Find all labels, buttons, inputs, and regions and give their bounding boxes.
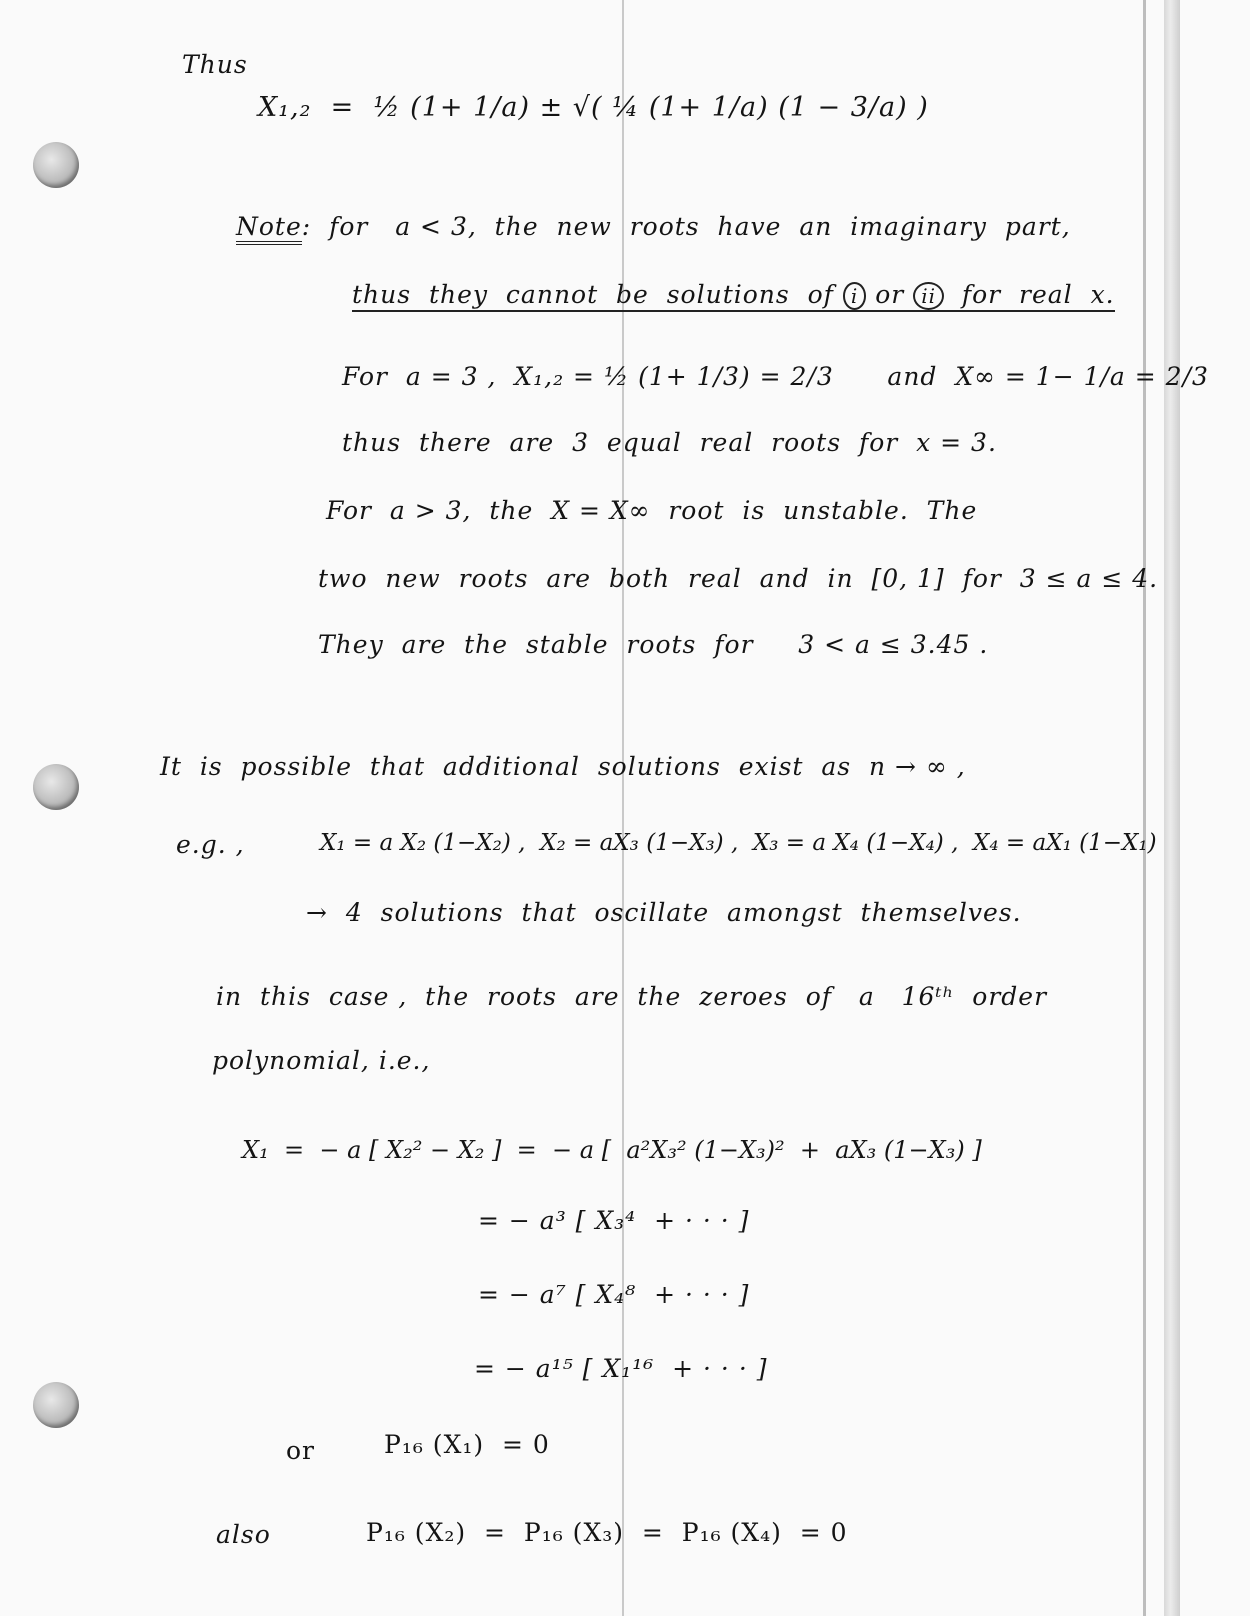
three-equal-roots: thus there are 3 equal real roots for x = 3. <box>342 428 997 457</box>
or-label: or <box>286 1436 316 1465</box>
case-a-equals-3: For a = 3 , X₁,₂ = ½ (1+ 1/3) = 2/3 and X∞ = 1− 1/a = 2/3 <box>342 362 1209 391</box>
note-line-2a: thus they cannot be solutions of <box>352 280 843 309</box>
eg-label: e.g. , <box>176 830 245 859</box>
stable-roots: They are the stable roots for 3 < a ≤ 3.45 . <box>318 630 989 659</box>
expansion-line-a3: = − a³ [ X₃⁴ + · · · ] <box>478 1206 750 1235</box>
binder-hole-middle <box>33 764 79 810</box>
expansion-line-1: X₁ = − a [ X₂² − X₂ ] = − a [ a²X₃² (1−X₃)² + aX₃ (1−X₃) ] <box>242 1136 982 1164</box>
expansion-line-a7: = − a⁷ [ X₄⁸ + · · · ] <box>478 1280 750 1309</box>
expansion-line-a15: = − a¹⁵ [ X₁¹⁶ + · · · ] <box>474 1354 768 1383</box>
note-label: Note <box>236 212 302 245</box>
equation-x12: X₁,₂ = ½ (1+ 1/a) ± √( ¼ (1+ 1/a) (1 − 3/a) ) <box>258 92 929 123</box>
note-line-2 <box>352 280 1115 312</box>
note-line-2c: for real x. <box>943 280 1115 309</box>
p16-x1-equation: P₁₆ (X₁) = 0 <box>384 1430 550 1459</box>
note-line-2b: or <box>866 280 914 309</box>
cycle-equations: X₁ = a X₂ (1−X₂) , X₂ = aX₃ (1−X₃) , X₃ = a X₄ (1−X₄) , X₄ = aX₁ (1−X₁) <box>320 830 1157 856</box>
page-edge-line <box>1143 0 1146 1616</box>
case-a-greater-3: For a > 3, the X = X∞ root is unstable. The <box>326 496 978 525</box>
equation-ref-i: i <box>843 282 866 310</box>
page-edge-shadow <box>1164 0 1180 1616</box>
p16-all-equation: P₁₆ (X₂) = P₁₆ (X₃) = P₁₆ (X₄) = 0 <box>366 1518 848 1547</box>
note-line-1: : for a < 3, the new roots have an imaginary part, <box>301 212 1071 241</box>
sixteenth-order: in this case , the roots are the zeroes of a 16ᵗʰ order <box>216 982 1048 1011</box>
four-solutions: → 4 solutions that oscillate amongst themselves. <box>306 898 1022 927</box>
additional-solutions: It is possible that additional solutions exist as n → ∞ , <box>160 752 966 781</box>
two-new-roots: two new roots are both real and in [0, 1] for 3 ≤ a ≤ 4. <box>318 564 1159 593</box>
polynomial-ie: polynomial, i.e., <box>212 1046 431 1075</box>
binder-hole-top <box>33 142 79 188</box>
also-label: also <box>216 1520 271 1549</box>
equation-ref-ii: ii <box>913 282 944 310</box>
binder-hole-bottom <box>33 1382 79 1428</box>
text-thus: Thus <box>182 50 248 79</box>
note-block <box>236 212 1071 241</box>
